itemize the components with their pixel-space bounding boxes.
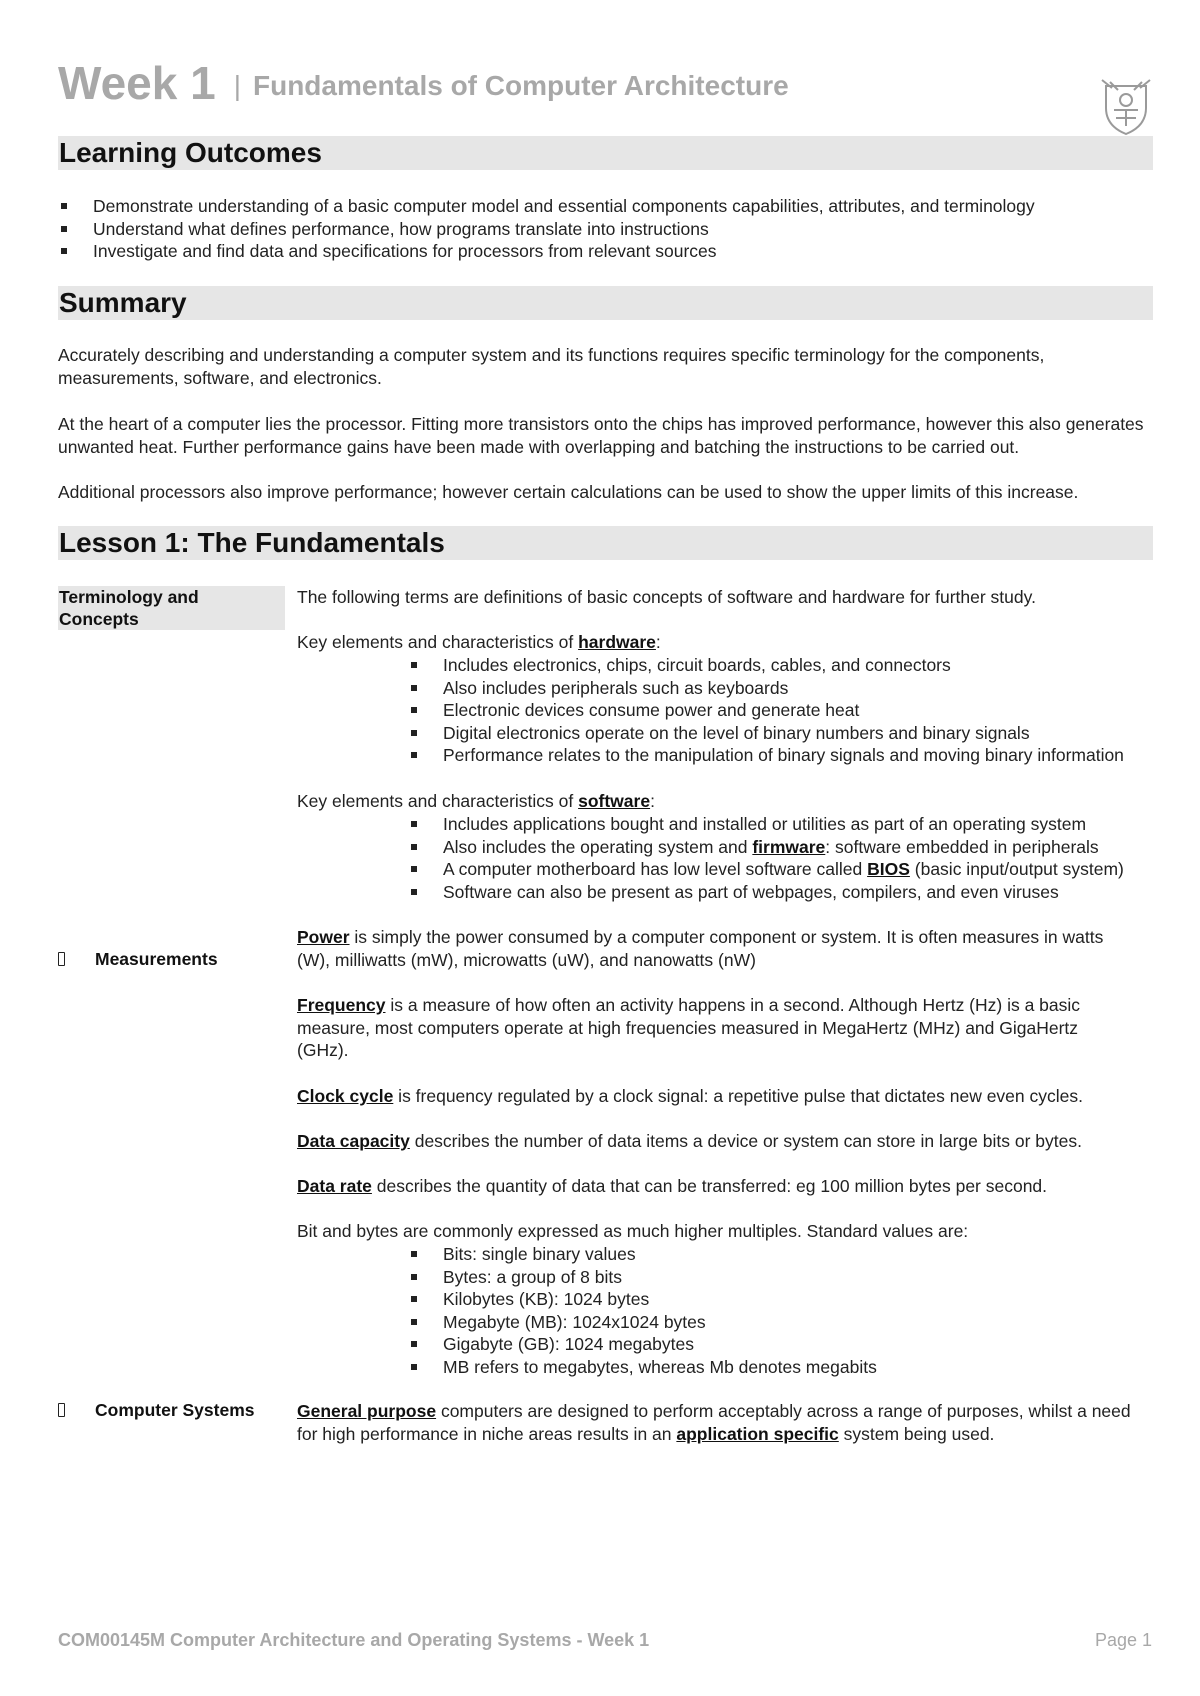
lesson-intro: The following terms are definitions of basic concepts of software and hardware for further study. <box>297 587 1036 607</box>
power-definition: Power is simply the power consumed by a computer component or system. It is often measures in watts (W), milliwatts (mW), microwatts (uW), and nanowatts (nW) <box>297 927 1104 970</box>
capacity-keyword: Data capacity <box>297 1131 410 1151</box>
lesson-heading: Lesson 1: The Fundamentals <box>58 526 1153 560</box>
bios-keyword: BIOS <box>867 859 910 880</box>
list-item: Bytes: a group of 8 bits <box>408 1266 1178 1289</box>
summary-paragraph: Accurately describing and understanding a computer system and its functions requires specific terminology for the components, measurements, software, and electronics. <box>58 345 1045 388</box>
list-item: Demonstrate understanding of a basic computer model and essential components capabilities, attributes, and terminology <box>58 195 1158 218</box>
clock-definition: Clock cycle is frequency regulated by a clock signal: a repetitive pulse that dictates new even cycles. <box>297 1086 1083 1106</box>
measurements-label: Measurements <box>58 949 218 970</box>
hardware-keyword: hardware <box>578 632 656 652</box>
general-purpose-keyword: General purpose <box>297 1401 437 1421</box>
list-item: Understand what defines performance, how programs translate into instructions <box>58 218 1158 241</box>
frequency-definition: Frequency is a measure of how often an activity happens in a second. Although Hertz (Hz) is a basic measure, most computers operate at high frequencies measured in MegaHertz (MHz) and GigaHertz (GHz). <box>297 995 1081 1061</box>
frequency-keyword: Frequency <box>297 995 386 1015</box>
bullet-icon <box>58 952 65 966</box>
learning-outcomes-heading: Learning Outcomes <box>58 136 1153 170</box>
terminology-label: Terminology and Concepts <box>58 586 285 630</box>
list-item: Gigabyte (GB): 1024 megabytes <box>408 1333 1178 1356</box>
list-item: Includes electronics, chips, circuit boards, cables, and connectors <box>408 654 1178 677</box>
application-specific-keyword: application specific <box>676 1423 839 1444</box>
list-item: Investigate and find data and specifications for processors from relevant sources <box>58 240 1158 263</box>
page-header <box>58 56 789 110</box>
list-item: Also includes peripherals such as keyboards <box>408 677 1178 700</box>
list-item: A computer motherboard has low level software called BIOS (basic input/output system) <box>408 858 1178 881</box>
summary-heading: Summary <box>58 286 1153 320</box>
bullet-icon <box>58 1403 65 1417</box>
list-item: Kilobytes (KB): 1024 bytes <box>408 1288 1178 1311</box>
list-item: MB refers to megabytes, whereas Mb denotes megabits <box>408 1356 1178 1379</box>
title-separator: | <box>233 70 241 101</box>
page-number: Page 1 <box>1094 1630 1152 1650</box>
software-keyword: software <box>578 791 651 811</box>
rate-definition: Data rate describes the quantity of data that can be transferred: eg 100 million bytes per second. <box>297 1176 1048 1196</box>
power-keyword: Power <box>297 927 350 947</box>
multiples-intro: Bit and bytes are commonly expressed as much higher multiples. Standard values are: <box>297 1221 969 1241</box>
footer-course: COM00145M Computer Architecture and Operating Systems - Week 1 <box>58 1630 650 1650</box>
list-item: Performance relates to the manipulation of binary signals and moving binary information <box>408 744 1178 767</box>
list-item: Includes applications bought and installed or utilities as part of an operating system <box>408 813 1178 836</box>
hardware-intro: Key elements and characteristics of hardware: <box>297 632 661 652</box>
university-crest-icon <box>1100 76 1152 136</box>
summary-paragraph: At the heart of a computer lies the processor. Fitting more transistors onto the chips has improved performance, however this also generates unwanted heat. Further performance gains have been made with overlapping and batching the instructions to be carried out. <box>58 414 1144 457</box>
multiples-list <box>408 1243 1178 1379</box>
software-intro: Key elements and characteristics of software: <box>297 791 655 811</box>
learning-outcomes-list <box>58 195 1158 263</box>
software-list <box>408 813 1178 903</box>
rate-keyword: Data rate <box>297 1176 372 1196</box>
list-item: Megabyte (MB): 1024x1024 bytes <box>408 1311 1178 1334</box>
list-item: Bits: single binary values <box>408 1243 1178 1266</box>
list-item: Digital electronics operate on the level of binary numbers and binary signals <box>408 722 1178 745</box>
summary-paragraph: Additional processors also improve performance; however certain calculations can be used to show the upper limits of this increase. <box>58 482 1079 502</box>
clock-keyword: Clock cycle <box>297 1086 394 1106</box>
computer-systems-label: Computer Systems <box>58 1400 255 1421</box>
hardware-list <box>408 654 1178 767</box>
list-item: Electronic devices consume power and generate heat <box>408 699 1178 722</box>
week-title: Week 1 <box>58 57 216 109</box>
firmware-keyword: firmware <box>752 836 826 857</box>
systems-definition: General purpose computers are designed to perform acceptably across a range of purposes, whilst a need for high performance in niche areas results in an application specific system being used. <box>297 1401 1131 1444</box>
list-item: Software can also be present as part of webpages, compilers, and even viruses <box>408 881 1178 904</box>
list-item: Also includes the operating system and firmware: software embedded in peripherals <box>408 836 1178 859</box>
module-subtitle: Fundamentals of Computer Architecture <box>252 70 789 101</box>
capacity-definition: Data capacity describes the number of data items a device or system can store in large bits or bytes. <box>297 1131 1082 1151</box>
